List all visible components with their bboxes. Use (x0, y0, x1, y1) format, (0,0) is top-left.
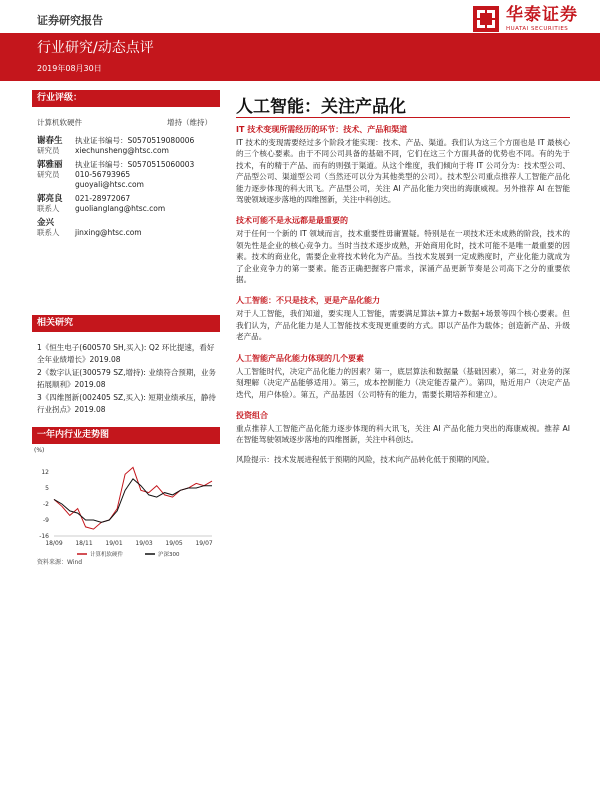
related-item[interactable]: 3《四维图新(002405 SZ,买入): 短期业绩承压，静待行业拐点》2019.08 (37, 393, 216, 414)
section-paragraph: 人工智能时代，决定产品化能力的因素？第一，底层算法和数据量（基础因素），第二，对业务的深刻理解（决定产品能够适用）。第三，成本控制能力（决定能否量产）。第四，贴近用户（决定产品迭代，用户体验）。第五，产品基因（公司特有的能力，需要长期培养和建立）。 (236, 366, 570, 399)
section-heading: 技术可能不是永远都是最重要的 (236, 216, 348, 226)
y-tick-label: 5 (45, 485, 49, 492)
y-tick-label: -16 (39, 533, 49, 540)
analyst-role: 联系人 (37, 228, 60, 237)
section-paragraph: 对于人工智能，我们知道，要实现人工智能，需要满足算法+算力+数据+场景等四个核心要素。但我们认为，产品化能力是人工智能技术变现更重要的方式。即以产品作为载体；创造新产品、升级老产品。 (236, 309, 570, 342)
section-heading: 投资组合 (236, 410, 268, 420)
section-paragraph: IT 技术的变现需要经过多个阶段才能实现：技术、产品、渠道。我们认为这三个方面也是 IT 最核心的三个核心要素。由于不同公司具备的基础不同，它们在这三个方面具备的优势也不同。有的先于技术，有的精于产品、而有的则强于渠道。从这个维度，我们倾向于将 IT 公司分为：技术型公司、产品型公司、渠道型公司（当然还可以分为其他类型的公司）。技术型公司重点推荐人工智能产品化能力逐步体现的科大讯飞。产品型公司，关注 AI 产品化能力突出的海康威视。另外推荐 AI 在智能驾驶领域逐步落地的四维图新，关注中科创达。 (236, 138, 570, 205)
rating-panel (32, 90, 220, 128)
document-title: 人工智能：关注产品化 (236, 92, 570, 118)
analyst-email: guolianglang@htsc.com (75, 204, 166, 213)
chart-source: 资料来源：Wind (37, 559, 83, 566)
series-line-0 (54, 467, 212, 529)
related-item[interactable]: 2《数字认证(300579 SZ,增持): 业绩符合预期，业务拓展顺利》2019.08 (37, 368, 216, 389)
analyst-card (37, 136, 225, 156)
related-item[interactable]: 1《恒生电子(600570 SH,买入): Q2 环比提速，看好全年业绩增长》2019.08 (37, 343, 215, 364)
analyst-name: 郭亮良 (37, 194, 63, 204)
section-heading: 人工智能：不只是技术，更是产品化能力 (236, 296, 380, 306)
x-tick-label: 19/05 (165, 540, 183, 547)
section-paragraph: 重点推荐人工智能产品化能力逐步体现的科大讯飞，关注 AI 产品化能力突出的海康威视。推荐 AI 在智能驾驶领域逐步落地的四维图新，关注中科创达。 (236, 423, 570, 445)
analyst-email: jinxing@htsc.com (75, 228, 142, 237)
x-tick-label: 19/03 (135, 540, 153, 547)
legend-label: 计算机软硬件 (90, 552, 124, 558)
report-type-label: 证券研究报告 (37, 14, 103, 27)
y-tick-label: -2 (43, 501, 49, 508)
analyst-name: 谢春生 (37, 136, 63, 146)
analyst-name: 金兴 (37, 218, 55, 228)
legend-label: 沪深300 (158, 552, 180, 558)
analyst-role: 研究员 (37, 170, 60, 179)
risk-warning: 风险提示：技术发展进程低于预期的风险，技术向产品转化低于预期的风险。 (236, 454, 495, 464)
category-banner (0, 33, 600, 81)
report-body (236, 92, 570, 465)
y-tick-label: 12 (41, 469, 49, 476)
analyst-phone: 021-28972067 (75, 194, 131, 203)
related-heading: 相关研究 (32, 315, 220, 332)
brand-logo (471, 4, 578, 34)
brand-name-en: HUATAI SECURITIES (506, 25, 569, 32)
analyst-list (37, 136, 225, 242)
analyst-phone: 010-56793965 (75, 170, 131, 179)
analyst-detail: 执业证书编号：S0570519080006 (75, 136, 195, 145)
rating-heading: 行业评级： (32, 90, 220, 107)
analyst-email: guoyali@htsc.com (75, 180, 144, 189)
trend-line-chart (32, 444, 220, 564)
related-research (32, 315, 220, 417)
report-category: 行业研究/动态点评 (37, 40, 154, 56)
y-tick-label: -9 (43, 517, 49, 524)
rating-industry: 计算机软硬件 (37, 118, 82, 127)
report-date: 2019年08月30日 (37, 64, 102, 73)
analyst-role: 联系人 (37, 204, 60, 213)
x-tick-label: 19/01 (105, 540, 123, 547)
x-tick-label: 18/09 (45, 540, 63, 547)
trend-heading: 一年内行业走势图 (32, 427, 220, 444)
analyst-card (37, 160, 225, 190)
y-axis-unit: (%) (34, 447, 45, 454)
rating-value: 增持（维持） (167, 118, 212, 127)
section-heading: 人工智能产品化能力体现的几个要素 (236, 353, 364, 363)
analyst-email: xiechunsheng@htsc.com (75, 146, 169, 155)
x-tick-label: 19/07 (195, 540, 213, 547)
series-line-1 (54, 479, 212, 522)
brand-name-cn: 华泰证券 (506, 4, 578, 25)
analyst-role: 研究员 (37, 146, 60, 155)
section-heading: IT 技术变现所需经历的环节：技术、产品和渠道 (236, 125, 408, 134)
x-tick-label: 18/11 (75, 540, 93, 547)
analyst-name: 郭雅丽 (37, 160, 63, 170)
analyst-detail: 执业证书编号：S0570515060003 (75, 160, 195, 169)
analyst-card (37, 194, 225, 214)
huatai-logo-icon (471, 4, 501, 34)
section-paragraph: 对于任何一个新的 IT 领域而言，技术重要性毋庸置疑。特别是在一项技术还未成熟的阶段，技术的领先性是企业的核心竞争力。当时当技术逐步成熟，开始商用化时，技术可能不是唯一最重要的因素。技术的商业化，需要企业将技术转化为产品。当技术发展到一定成熟度时，产业化能力就成为了企业竞争力的第一要素。能否正确把握客户需求，深涌产品更新节奏是公司高下之分的重要依据。 (236, 229, 570, 285)
analyst-card (37, 218, 225, 238)
